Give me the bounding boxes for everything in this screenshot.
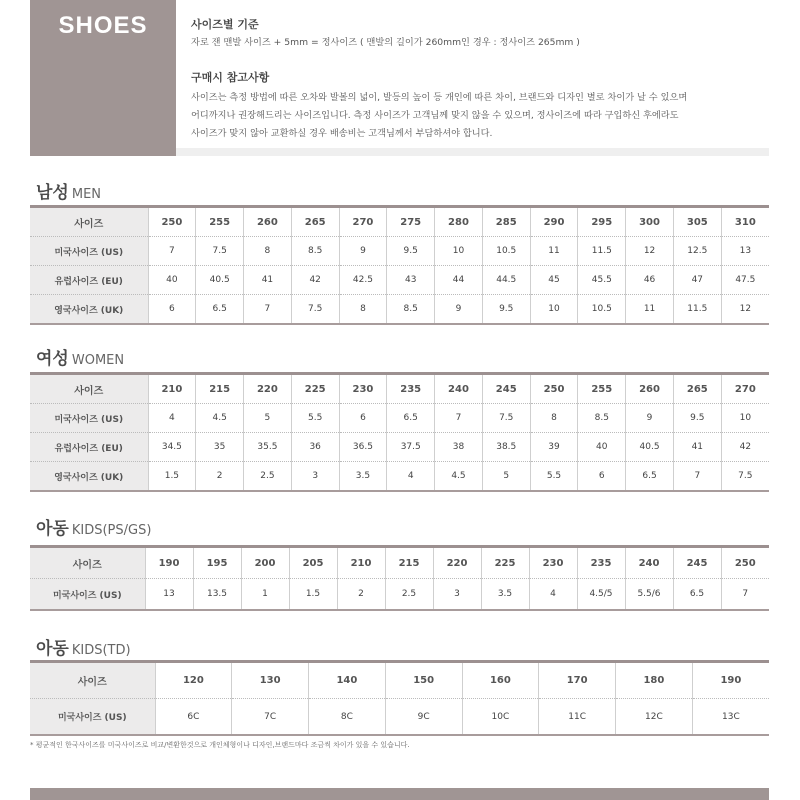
size-cell: 7 (148, 237, 196, 266)
size-cell: 5.5 (291, 404, 339, 433)
standard-text: 자로 잰 맨발 사이즈 + 5mm = 정사이즈 ( 맨발의 길이가 260mm인 경우 : 정사이즈 265mm ) (191, 37, 580, 48)
size-cell: 10 (530, 295, 578, 325)
size-cell: 9 (626, 404, 674, 433)
size-cell: 8 (530, 404, 578, 433)
size-cell: 200 (241, 548, 289, 579)
size-cell: 34.5 (148, 433, 196, 462)
size-cell: 6.5 (196, 295, 244, 325)
size-cell: 230 (529, 548, 577, 579)
kids-psgs-title-ko: 아동 (36, 519, 69, 539)
size-cell: 10 (721, 404, 769, 433)
men-title-ko: 남성 (36, 183, 69, 203)
kids-td-title-ko: 아동 (36, 639, 69, 659)
row-label: 유럽사이즈 (EU) (30, 266, 148, 295)
size-cell: 120 (155, 663, 232, 699)
size-cell: 45 (530, 266, 578, 295)
size-cell: 10C (462, 699, 539, 736)
size-cell: 270 (721, 375, 769, 404)
men-title-en: MEN (71, 187, 102, 202)
size-cell: 13 (721, 237, 769, 266)
size-cell: 265 (291, 208, 339, 237)
size-cell: 260 (244, 208, 292, 237)
size-cell: 5.5 (530, 462, 578, 492)
size-cell: 250 (148, 208, 196, 237)
size-cell: 12C (616, 699, 693, 736)
size-cell: 255 (578, 375, 626, 404)
size-cell: 235 (387, 375, 435, 404)
kids-psgs-size-table (30, 548, 769, 611)
size-cell: 220 (433, 548, 481, 579)
size-cell: 12 (721, 295, 769, 325)
size-cell: 13C (692, 699, 769, 736)
size-cell: 36 (291, 433, 339, 462)
size-cell: 310 (721, 208, 769, 237)
size-cell: 295 (578, 208, 626, 237)
size-cell: 285 (482, 208, 530, 237)
size-cell: 290 (530, 208, 578, 237)
size-cell: 6C (155, 699, 232, 736)
size-cell: 210 (337, 548, 385, 579)
size-cell: 42 (721, 433, 769, 462)
size-cell: 255 (196, 208, 244, 237)
header-info (176, 0, 769, 148)
size-cell: 13 (145, 579, 193, 611)
size-cell: 9 (435, 295, 483, 325)
size-cell: 275 (387, 208, 435, 237)
size-cell: 6.5 (673, 579, 721, 611)
table-row (30, 208, 769, 237)
size-cell: 1.5 (148, 462, 196, 492)
size-cell: 7.5 (721, 462, 769, 492)
size-cell: 190 (692, 663, 769, 699)
table-row (30, 462, 769, 492)
size-cell: 2 (196, 462, 244, 492)
size-cell: 170 (539, 663, 616, 699)
row-label: 사이즈 (30, 663, 155, 699)
size-cell: 8.5 (291, 237, 339, 266)
size-cell: 5 (482, 462, 530, 492)
brand-box (30, 0, 176, 156)
size-cell: 235 (577, 548, 625, 579)
size-cell: 38 (435, 433, 483, 462)
size-cell: 9.5 (482, 295, 530, 325)
size-cell: 11C (539, 699, 616, 736)
size-cell: 220 (244, 375, 292, 404)
size-cell: 10.5 (482, 237, 530, 266)
kids-td-section-title (36, 634, 131, 659)
size-cell: 3 (291, 462, 339, 492)
size-cell: 225 (291, 375, 339, 404)
size-cell: 10 (435, 237, 483, 266)
size-cell: 245 (482, 375, 530, 404)
size-cell: 205 (289, 548, 337, 579)
size-cell: 240 (435, 375, 483, 404)
row-label: 미국사이즈 (US) (30, 579, 145, 611)
size-cell: 1 (241, 579, 289, 611)
size-cell: 195 (193, 548, 241, 579)
size-cell: 305 (673, 208, 721, 237)
size-cell: 215 (196, 375, 244, 404)
size-cell: 43 (387, 266, 435, 295)
size-cell: 260 (626, 375, 674, 404)
kids-psgs-title-en: KIDS(PS/GS) (71, 523, 152, 538)
size-cell: 11.5 (578, 237, 626, 266)
size-cell: 8.5 (387, 295, 435, 325)
size-cell: 41 (673, 433, 721, 462)
size-guide-header (30, 0, 769, 156)
size-cell: 4.5 (196, 404, 244, 433)
size-cell: 7.5 (291, 295, 339, 325)
size-note: * 평균적인 한국사이즈를 미국사이즈로 비교/변환한것으로 개인체형이나 디자인,브랜드마다 조금씩 차이가 있을 수 있습니다. (30, 741, 410, 749)
size-cell: 44 (435, 266, 483, 295)
size-cell: 10.5 (578, 295, 626, 325)
size-cell: 7 (244, 295, 292, 325)
size-cell: 250 (530, 375, 578, 404)
size-cell: 11 (626, 295, 674, 325)
size-cell: 8 (244, 237, 292, 266)
size-cell: 140 (309, 663, 386, 699)
size-cell: 8C (309, 699, 386, 736)
kids-td-size-table (30, 663, 769, 736)
size-cell: 44.5 (482, 266, 530, 295)
size-cell: 1.5 (289, 579, 337, 611)
size-cell: 47.5 (721, 266, 769, 295)
row-label: 유럽사이즈 (EU) (30, 433, 148, 462)
size-cell: 5 (244, 404, 292, 433)
kids-td-title-en: KIDS(TD) (71, 643, 131, 658)
table-row (30, 579, 769, 611)
row-label: 미국사이즈 (US) (30, 699, 155, 736)
size-cell: 2.5 (385, 579, 433, 611)
size-cell: 9 (339, 237, 387, 266)
size-cell: 3.5 (481, 579, 529, 611)
size-cell: 7 (673, 462, 721, 492)
size-cell: 45.5 (578, 266, 626, 295)
size-cell: 6 (578, 462, 626, 492)
table-row (30, 237, 769, 266)
size-cell: 7 (721, 579, 769, 611)
size-cell: 180 (616, 663, 693, 699)
men-size-table (30, 208, 769, 325)
size-cell: 37.5 (387, 433, 435, 462)
size-cell: 3 (433, 579, 481, 611)
notes-line-3: 사이즈가 맞지 않아 교환하실 경우 배송비는 고객님께서 부담하셔야 합니다. (191, 128, 493, 139)
size-cell: 42 (291, 266, 339, 295)
size-cell: 4.5/5 (577, 579, 625, 611)
size-cell: 280 (435, 208, 483, 237)
size-cell: 7.5 (482, 404, 530, 433)
size-cell: 5.5/6 (625, 579, 673, 611)
size-cell: 300 (626, 208, 674, 237)
size-cell: 11.5 (673, 295, 721, 325)
table-row (30, 404, 769, 433)
row-label: 미국사이즈 (US) (30, 237, 148, 266)
size-cell: 225 (481, 548, 529, 579)
size-cell: 7 (435, 404, 483, 433)
size-cell: 8 (339, 295, 387, 325)
size-cell: 6.5 (626, 462, 674, 492)
size-cell: 11 (530, 237, 578, 266)
size-cell: 47 (673, 266, 721, 295)
size-cell: 6 (148, 295, 196, 325)
size-cell: 46 (626, 266, 674, 295)
size-cell: 130 (232, 663, 309, 699)
table-row (30, 663, 769, 699)
size-cell: 150 (385, 663, 462, 699)
size-cell: 265 (673, 375, 721, 404)
brand-title: SHOES (58, 12, 148, 39)
table-row (30, 266, 769, 295)
size-cell: 9C (385, 699, 462, 736)
notes-title: 구매시 참고사항 (191, 71, 270, 84)
size-cell: 12.5 (673, 237, 721, 266)
size-cell: 4.5 (435, 462, 483, 492)
notes-line-2: 어디까지나 권장해드리는 사이즈입니다. 측정 사이즈가 고객님께 맞지 않을 수 있으며, 정사이즈에 따라 구입하신 후에라도 (191, 110, 679, 121)
size-cell: 215 (385, 548, 433, 579)
row-label: 미국사이즈 (US) (30, 404, 148, 433)
size-cell: 250 (721, 548, 769, 579)
size-cell: 160 (462, 663, 539, 699)
size-cell: 6.5 (387, 404, 435, 433)
size-cell: 40.5 (626, 433, 674, 462)
row-label: 영국사이즈 (UK) (30, 295, 148, 325)
table-row (30, 699, 769, 736)
size-cell: 9.5 (673, 404, 721, 433)
table-row (30, 433, 769, 462)
standard-title: 사이즈별 기준 (191, 18, 259, 31)
size-cell: 4 (387, 462, 435, 492)
size-cell: 40.5 (196, 266, 244, 295)
size-cell: 41 (244, 266, 292, 295)
size-cell: 2.5 (244, 462, 292, 492)
row-label: 사이즈 (30, 208, 148, 237)
footer-bar (30, 788, 769, 800)
kids-psgs-section-title (36, 514, 151, 539)
row-label: 영국사이즈 (UK) (30, 462, 148, 492)
size-cell: 4 (148, 404, 196, 433)
table-row (30, 375, 769, 404)
size-cell: 7.5 (196, 237, 244, 266)
women-section-title (36, 344, 124, 369)
size-cell: 35.5 (244, 433, 292, 462)
women-title-en: WOMEN (71, 353, 125, 368)
size-cell: 40 (148, 266, 196, 295)
size-cell: 2 (337, 579, 385, 611)
size-cell: 13.5 (193, 579, 241, 611)
men-section-title (36, 178, 101, 203)
size-cell: 9.5 (387, 237, 435, 266)
size-cell: 12 (626, 237, 674, 266)
size-cell: 240 (625, 548, 673, 579)
size-cell: 7C (232, 699, 309, 736)
size-cell: 4 (529, 579, 577, 611)
size-cell: 8.5 (578, 404, 626, 433)
size-cell: 42.5 (339, 266, 387, 295)
size-cell: 38.5 (482, 433, 530, 462)
size-cell: 3.5 (339, 462, 387, 492)
table-row (30, 295, 769, 325)
row-label: 사이즈 (30, 375, 148, 404)
women-title-ko: 여성 (36, 349, 69, 369)
size-cell: 190 (145, 548, 193, 579)
table-row (30, 548, 769, 579)
row-label: 사이즈 (30, 548, 145, 579)
size-cell: 245 (673, 548, 721, 579)
size-cell: 36.5 (339, 433, 387, 462)
size-cell: 35 (196, 433, 244, 462)
size-cell: 39 (530, 433, 578, 462)
notes-line-1: 사이즈는 측정 방법에 따른 오차와 발볼의 넓이, 발등의 높이 등 개인에 따른 차이, 브랜드와 디자인 별로 차이가 날 수 있으며 (191, 92, 688, 103)
size-cell: 270 (339, 208, 387, 237)
women-size-table (30, 375, 769, 492)
size-cell: 210 (148, 375, 196, 404)
size-cell: 230 (339, 375, 387, 404)
size-cell: 40 (578, 433, 626, 462)
size-cell: 6 (339, 404, 387, 433)
